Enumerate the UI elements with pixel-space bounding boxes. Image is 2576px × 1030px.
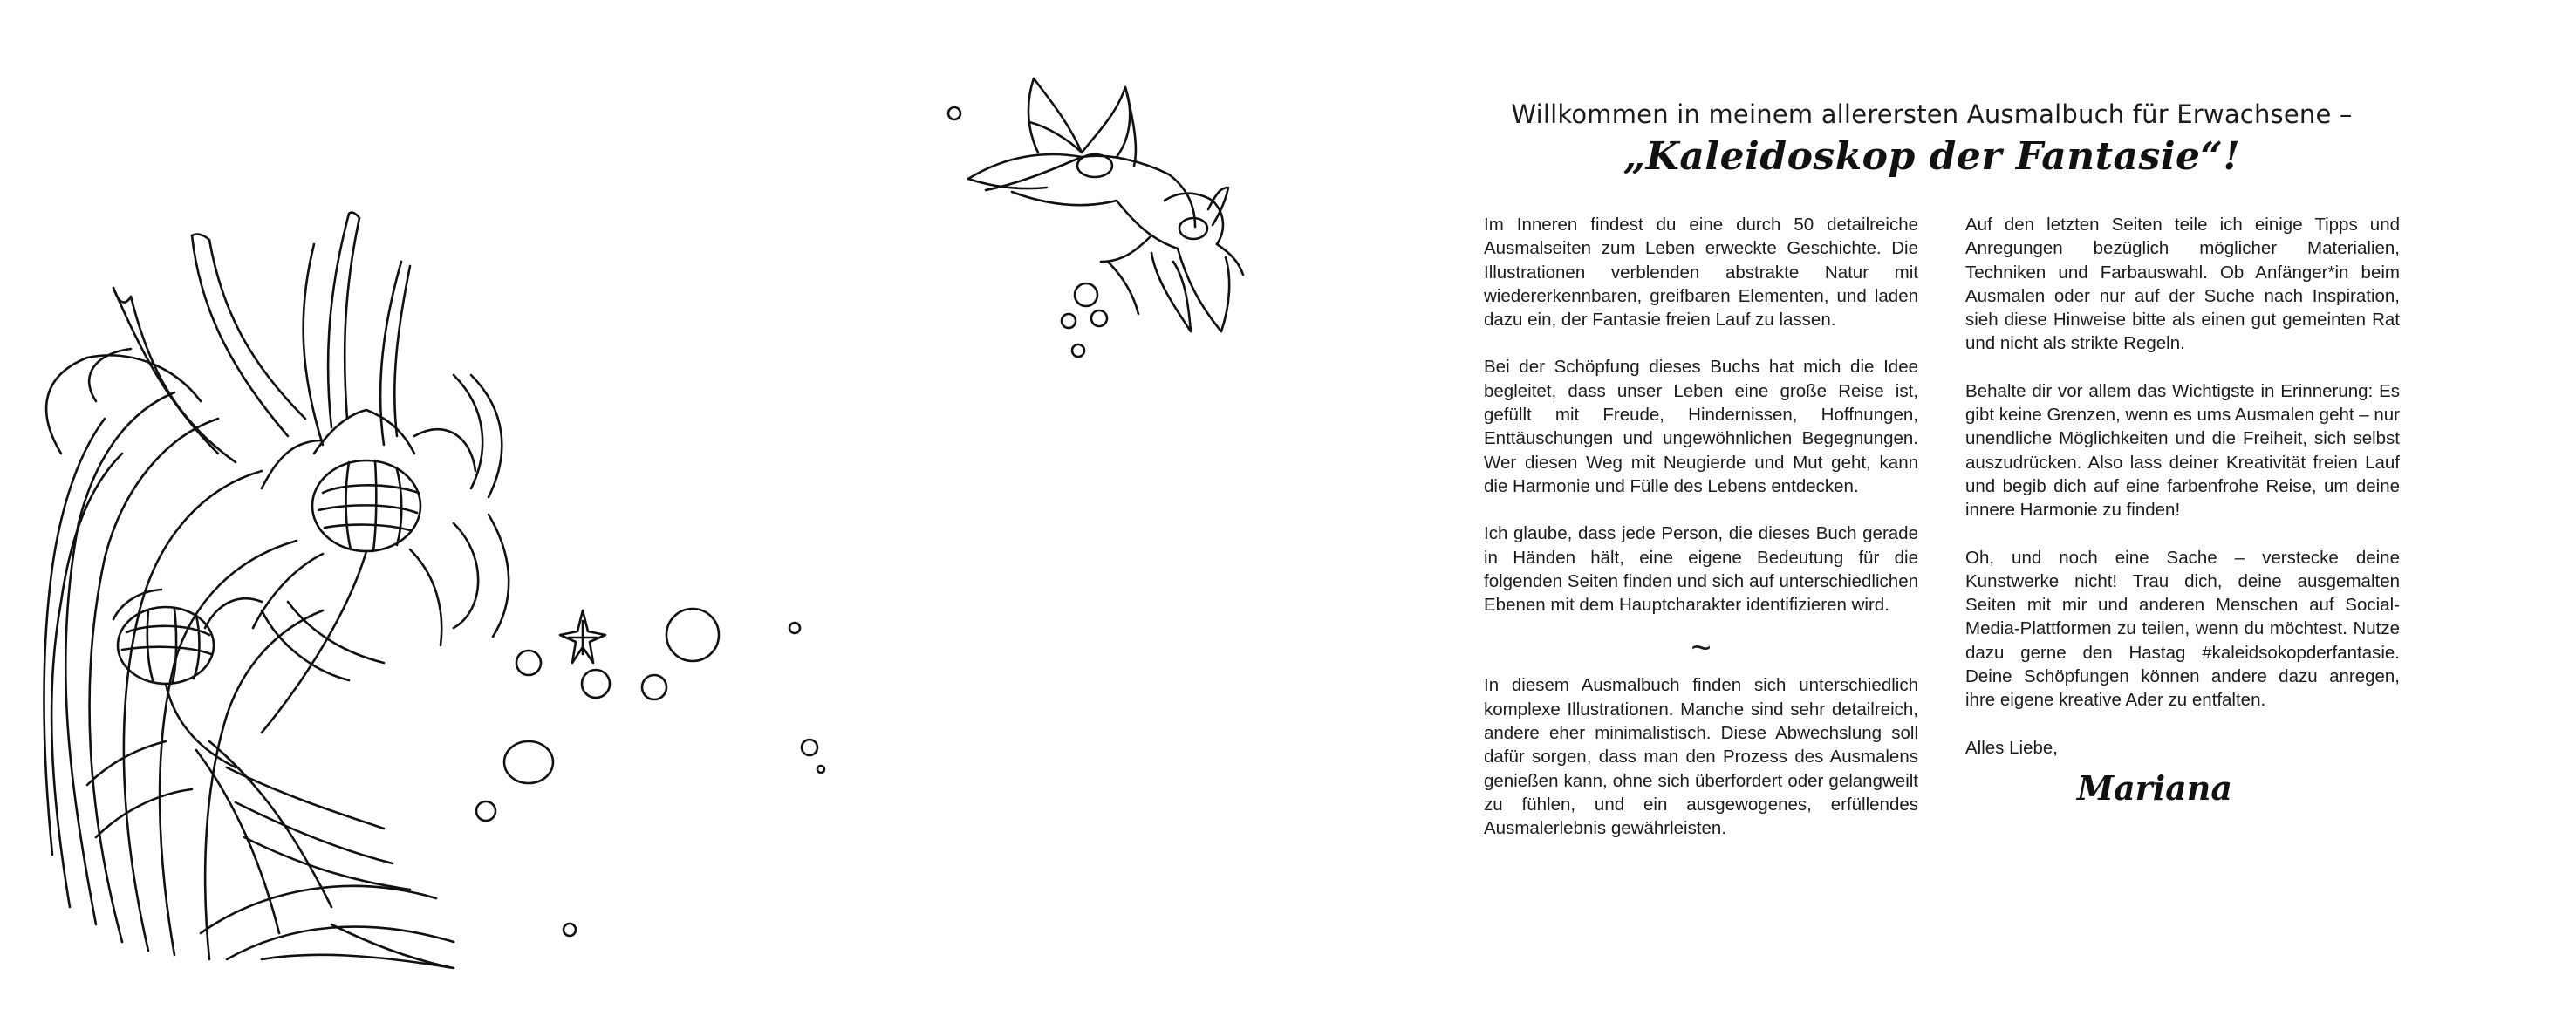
- text-column-left: [1484, 213, 1918, 864]
- lily-flowers-illustration: [948, 78, 1243, 357]
- text-column-right: [1965, 213, 2400, 808]
- paragraph: Bei der Schöpfung dieses Buchs hat mich die Idee begleitet, dass unser Leben eine große Reise ist, gefüllt mit Freude, Hindernissen, Hoffnungen, Enttäuschungen und ungewöhnlichen Begegnungen. Wer diesen Weg mit Neugierde und Mut geht, kann die Harmonie und Fülle des Lebens entdecken.: [1484, 357, 1918, 496]
- paragraph: Oh, und noch eine Sache – verstecke deine Kunstwerke nicht! Trau dich, deine ausgemalten Seiten mit mir und anderen Menschen auf Social-Media-Plattformen zu teilen, wenn du möchtest. Nutze dazu gerne den Hastag #kaleidsokopderfantasie. Deine Schöpfungen können andere dazu anregen, ihre eigene kreative Ader zu entfalten.: [1965, 547, 2400, 711]
- paragraph: Ich glaube, dass jede Person, die dieses Buch gerade in Händen hält, eine eigene Bedeutung für die folgenden Seiten finden und sich auf unterschiedlichen Ebenen mit dem Hauptcharakter identifizieren wird.: [1484, 523, 1918, 616]
- section-divider: ~: [1691, 629, 1712, 668]
- paragraph: In diesem Ausmalbuch finden sich unterschiedlich komplexe Illustrationen. Manche sind sehr detailreich, andere eher minimalistisch. Diese Abwechslung soll dafür sorgen, dass man den Prozess des Ausmalens genießen kann, ohne sich überfordert oder gelangweilt zu fühlen, und ein ausgewogenes, erfüllendes Ausmalerlebnis gewährleisten.: [1484, 675, 1918, 839]
- paragraph: Auf den letzten Seiten teile ich einige Tipps und Anregungen bezüglich möglicher Materialien, Techniken und Farbauswahl. Ob Anfänger*in beim Ausmalen oder nur auf der Suche nach Inspiration, sieh diese Hinweise bitte als einen gut gemeinten Rat und nicht als strikte Regeln.: [1965, 215, 2400, 354]
- heading-welcome-line: Willkommen in meinem allerersten Ausmalbuch für Erwachsene –: [1511, 99, 2353, 129]
- paragraph: Behalte dir vor allem das Wichtigste in Erinnerung: Es gibt keine Grenzen, wenn es ums Ausmalen geht – nur unendliche Möglichkeiten und die Freiheit, sich selbst auszudrücken. Also lass deiner Kreativität freien Lauf und begib dich auf eine farbenfrohe Reise, um deine innere Harmonie zu finden!: [1965, 380, 2400, 521]
- signature: Mariana: [2077, 767, 2233, 808]
- paragraph: Im Inneren findest du eine durch 50 detailreiche Ausmalseiten zum Leben erweckte Geschichte. Die Illustrationen verblenden abstrakte Natur mit wiedererkennbaren, greifbaren Elementen, und laden dazu ein, der Fantasie freien Lauf zu lassen.: [1484, 215, 1918, 331]
- page-heading: [1288, 99, 2576, 179]
- book-title: „Kaleidoskop der Fantasie“!: [1623, 134, 2241, 179]
- sparkle-star-icon: [560, 610, 605, 663]
- bubble-circles: [476, 609, 824, 936]
- floral-seaweed-illustration: [44, 213, 509, 968]
- closing-line: Alles Liebe,: [1965, 737, 2058, 758]
